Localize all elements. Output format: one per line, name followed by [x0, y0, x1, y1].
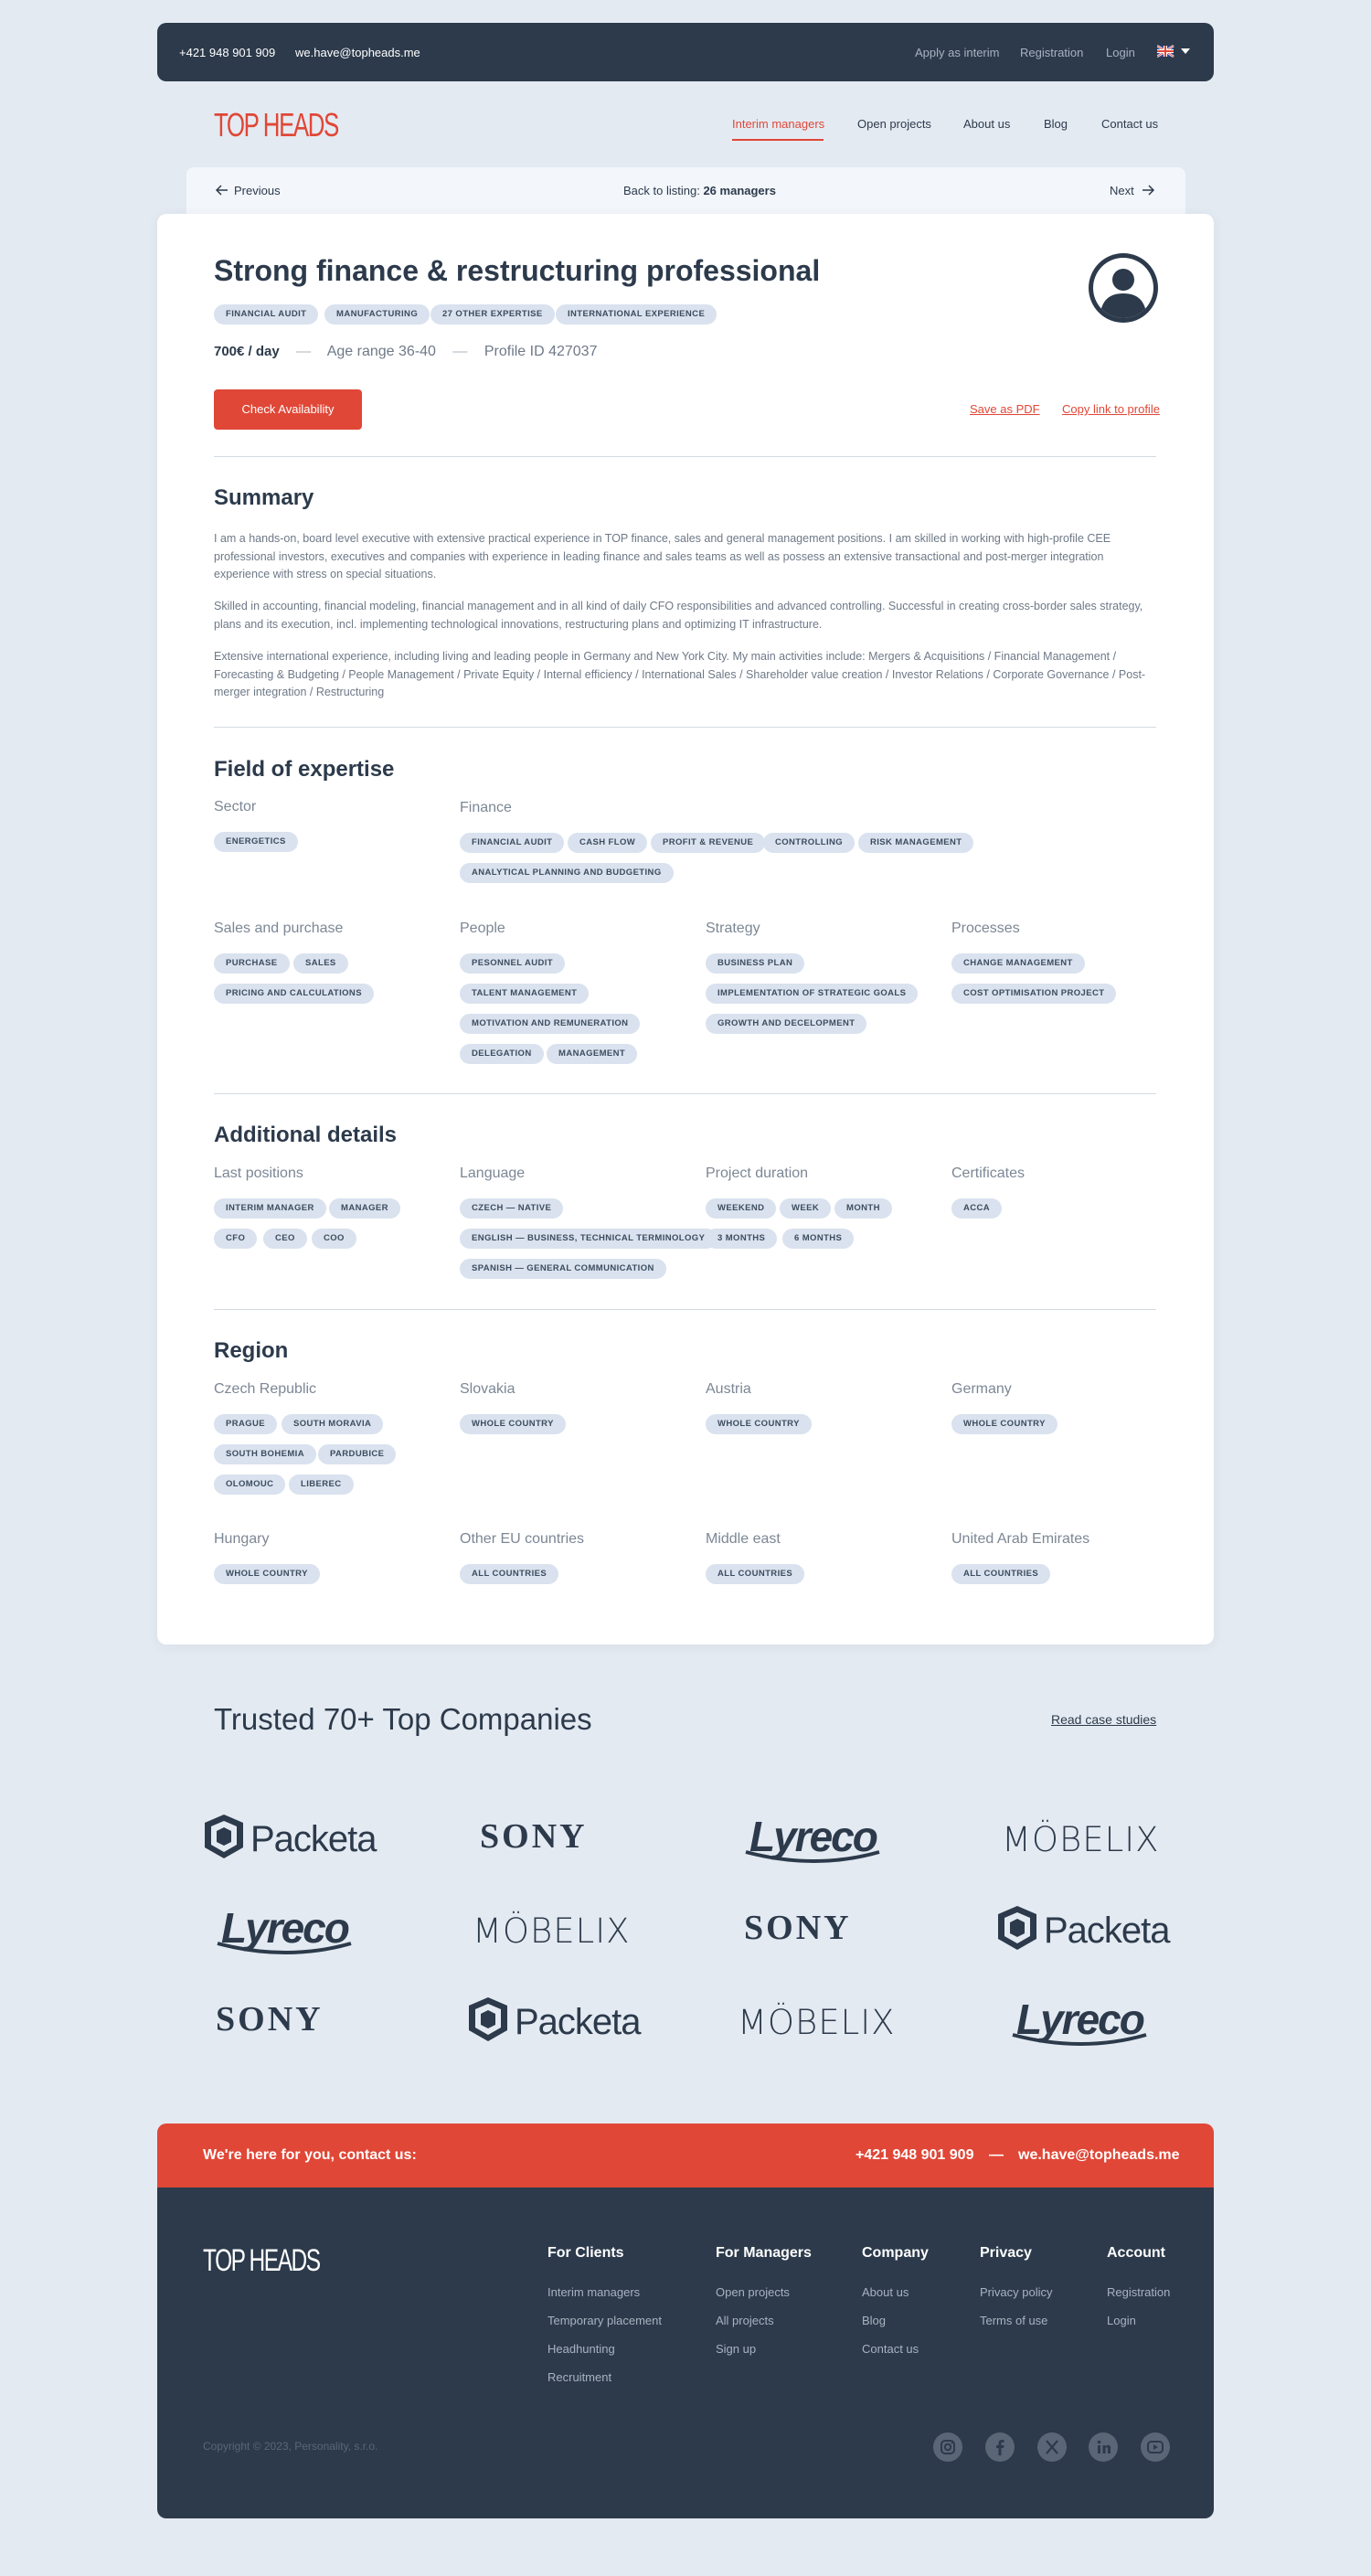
tag: BUSINESS PLAN [706, 953, 804, 974]
group-label: Hungary [214, 1531, 270, 1547]
nav-open-projects[interactable]: Open projects [857, 117, 931, 131]
tag: SOUTH MORAVIA [282, 1414, 383, 1434]
group-label: Language [460, 1166, 526, 1181]
profile-card [157, 214, 1214, 1645]
tag: ENERGETICS [214, 832, 298, 852]
divider [214, 1093, 1156, 1094]
day-rate: 700€ / day [214, 344, 280, 359]
sony-logo: SONY [480, 1817, 588, 1856]
group-label: Slovakia [460, 1381, 515, 1397]
nav-about-us[interactable]: About us [963, 117, 1011, 131]
group-label: Finance [460, 800, 512, 815]
group-label: Sector [214, 799, 257, 814]
separator: — [296, 344, 312, 359]
footer-link[interactable]: Registration [1107, 2285, 1171, 2299]
tag: ALL COUNTRIES [706, 1564, 804, 1584]
lyreco-logo: Lyreco [221, 1903, 348, 1953]
tag: CHANGE MANAGEMENT [951, 953, 1085, 974]
group-label: Germany [951, 1381, 1012, 1397]
copyright: Copyright © 2023, Personality, s.r.o. [203, 2440, 378, 2453]
packeta-box-icon [996, 1904, 1038, 1952]
tag: FINANCIAL AUDIT [460, 833, 564, 853]
tag: SOUTH BOHEMIA [214, 1444, 316, 1464]
footer-link[interactable]: Privacy policy [980, 2285, 1053, 2299]
tag: COST OPTIMISATION PROJECT [951, 984, 1116, 1004]
trusted-heading: Trusted 70+ Top Companies [214, 1702, 592, 1736]
tag: OLOMOUC [214, 1474, 285, 1495]
tag: MOTIVATION AND REMUNERATION [460, 1014, 640, 1034]
arrow-left-icon [216, 185, 228, 196]
region-heading: Region [214, 1338, 289, 1363]
tag: WEEKEND [706, 1198, 776, 1219]
footer-link[interactable]: Recruitment [547, 2370, 612, 2384]
footer-column-title: For Managers [716, 2245, 812, 2261]
tag: PURCHASE [214, 953, 290, 974]
tag: ALL COUNTRIES [951, 1564, 1050, 1584]
tag: WHOLE COUNTRY [951, 1414, 1057, 1434]
youtube-icon[interactable] [1141, 2432, 1170, 2462]
footer-column-title: For Clients [547, 2245, 624, 2261]
tag: CONTROLLING [763, 833, 855, 853]
facebook-icon[interactable] [985, 2432, 1015, 2462]
tag: CASH FLOW [568, 833, 647, 853]
tag: TALENT MANAGEMENT [460, 984, 589, 1004]
group-label: United Arab Emirates [951, 1531, 1090, 1547]
tag: 3 MONTHS [706, 1229, 777, 1249]
group-label: Certificates [951, 1166, 1026, 1181]
mobelix-logo: MÖBELIX [473, 1911, 631, 1951]
profile-meta [214, 344, 597, 360]
profile-id: Profile ID 427037 [484, 344, 598, 359]
divider [214, 456, 1156, 457]
tag: WEEK [780, 1198, 831, 1219]
footer-link[interactable]: Temporary placement [547, 2314, 662, 2327]
tag: ANALYTICAL PLANNING AND BUDGETING [460, 863, 674, 883]
logo[interactable]: TOP HEADS [214, 106, 338, 144]
footer-column-title: Privacy [980, 2245, 1032, 2261]
tag: MANAGER [329, 1198, 400, 1219]
back-to-listing[interactable]: Back to listing: 26 managers [623, 184, 776, 197]
packeta-box-icon [467, 1996, 509, 2043]
tag: LIBEREC [289, 1474, 354, 1495]
previous-button[interactable]: Previous [216, 184, 281, 197]
age-range: Age range 36-40 [326, 344, 436, 359]
footer-logo[interactable]: TOP HEADS [203, 2243, 320, 2278]
packeta-logo: Packeta [467, 1996, 641, 2043]
nav-blog[interactable]: Blog [1044, 117, 1068, 131]
top-email[interactable]: we.have@topheads.me [295, 46, 420, 59]
chevron-down-icon [1181, 48, 1190, 54]
profile-title: Strong finance & restructuring professional [214, 254, 821, 287]
group-label: Processes [951, 921, 1020, 936]
contact-text: We're here for you, contact us: [203, 2147, 417, 2163]
footer-link[interactable]: Blog [862, 2314, 887, 2327]
lyreco-swoosh [1009, 2033, 1155, 2051]
group-label: Austria [706, 1381, 751, 1397]
footer-link[interactable]: Terms of use [980, 2314, 1048, 2327]
nav-interim-managers[interactable]: Interim managers [732, 117, 825, 131]
tag: PRICING AND CALCULATIONS [214, 984, 374, 1004]
summary-paragraph: Extensive international experience, including living and leading people in Germany and New York City. My main activities include: Mergers & Acquisitions / Financial Management / Forecasting & Budgeting / People Management / Private Equity / Internal efficiency / International Sales / Shareholder value creation / Investor Relations / Corporate Governance / Post-merger integration / Restructuring [214, 650, 1146, 698]
mobelix-logo: MÖBELIX [738, 2003, 896, 2042]
nav-contact-us[interactable]: Contact us [1101, 117, 1159, 131]
separator: — [989, 2147, 1004, 2163]
nav-active-underline [732, 139, 824, 141]
group-label: Last positions [214, 1166, 303, 1181]
avatar [1089, 253, 1158, 323]
divider [214, 1309, 1156, 1310]
tag: COO [312, 1229, 356, 1249]
packeta-logo: Packeta [203, 1813, 377, 1860]
details-heading: Additional details [214, 1123, 398, 1147]
tag: WHOLE COUNTRY [460, 1414, 566, 1434]
tag: 27 OTHER EXPERTISE [430, 304, 555, 325]
tag: RISK MANAGEMENT [858, 833, 973, 853]
footer-link[interactable]: Headhunting [547, 2342, 615, 2356]
footer-link[interactable]: Interim managers [547, 2285, 641, 2299]
tag: WHOLE COUNTRY [214, 1564, 320, 1584]
linkedin-icon[interactable] [1089, 2432, 1118, 2462]
tag: INTERNATIONAL EXPERIENCE [556, 304, 717, 325]
tag: GROWTH AND DECELOPMENT [706, 1014, 866, 1034]
tag: PRAGUE [214, 1414, 277, 1434]
footer-contact-bar [157, 2124, 1214, 2187]
tag: MANUFACTURING [324, 304, 430, 325]
tag: PROFIT & REVENUE [651, 833, 765, 853]
tag: PESONNEL AUDIT [460, 953, 565, 974]
sony-logo: SONY [216, 2000, 324, 2038]
user-avatar-icon [1089, 253, 1158, 323]
mobelix-logo: MÖBELIX [1002, 1820, 1160, 1859]
footer-phone[interactable]: +421 948 901 909 [856, 2147, 974, 2163]
tag: CZECH — NATIVE [460, 1198, 563, 1219]
group-label: Project duration [706, 1166, 809, 1181]
tag: ACCA [951, 1198, 1002, 1219]
profile-pager [186, 167, 1185, 215]
footer-link[interactable]: About us [862, 2285, 909, 2299]
tag: MANAGEMENT [547, 1044, 637, 1064]
tag: SALES [293, 953, 348, 974]
read-case-studies-link[interactable]: Read case studies [1051, 1712, 1157, 1727]
tag: ALL COUNTRIES [460, 1564, 558, 1584]
registration-link[interactable]: Registration [1020, 46, 1084, 59]
x-icon[interactable] [1037, 2432, 1067, 2462]
copy-link[interactable]: Copy link to profile [1062, 402, 1160, 416]
arrow-right-icon [1142, 185, 1154, 196]
footer-column-title: Account [1107, 2245, 1165, 2261]
login-link[interactable]: Login [1106, 46, 1135, 59]
sony-logo: SONY [744, 1909, 852, 1947]
group-label: Middle east [706, 1531, 781, 1547]
group-label: Strategy [706, 921, 760, 936]
summary-paragraph: I am a hands-on, board level executive with extensive practical experience in TOP finance, sales and general management positions. I am skilled in working with high-profile CEE professional investors, executives and companies with experience in leading finance and sales teams as well as possess an extensive transactional and post-merger integration experience with stress on special situations. [214, 532, 1111, 580]
language-selector[interactable] [1157, 44, 1194, 61]
tag: WHOLE COUNTRY [706, 1414, 812, 1434]
tag: CFO [214, 1229, 257, 1249]
uk-flag-icon [1157, 44, 1194, 59]
tag: PARDUBICE [318, 1444, 396, 1464]
footer-column-title: Company [862, 2245, 929, 2261]
tag: FINANCIAL AUDIT [214, 304, 318, 325]
tag: DELEGATION [460, 1044, 544, 1064]
top-phone[interactable]: +421 948 901 909 [179, 46, 276, 59]
top-bar [157, 23, 1214, 81]
footer-link[interactable]: Contact us [862, 2342, 919, 2356]
save-pdf-link[interactable]: Save as PDF [970, 402, 1040, 416]
apply-interim-link[interactable]: Apply as interim [915, 46, 1000, 59]
summary-paragraph: Skilled in accounting, financial modeling, financial management and in all kind of daily CFO responsibilities and advanced controlling. Successful in creating cross-border sales strategy, plans and its execution, incl. implementing technological innovations, restructuring plans and optimizing IT infrastructure. [214, 600, 1143, 631]
footer-link[interactable]: All projects [716, 2314, 774, 2327]
lyreco-logo: Lyreco [749, 1812, 877, 1861]
tag: ENGLISH — BUSINESS, TECHNICAL TERMINOLOGY [460, 1229, 717, 1249]
tag: CEO [263, 1229, 307, 1249]
next-button[interactable]: Next [1110, 184, 1154, 197]
packeta-box-icon [203, 1813, 245, 1860]
lyreco-swoosh [742, 1850, 888, 1868]
lyreco-swoosh [214, 1942, 360, 1960]
lyreco-logo: Lyreco [1016, 1995, 1143, 2044]
tag: SPANISH — GENERAL COMMUNICATION [460, 1259, 666, 1279]
check-availability-button[interactable]: Check Availability [214, 389, 362, 430]
summary-heading: Summary [214, 485, 314, 510]
footer-email[interactable]: we.have@topheads.me [1018, 2147, 1180, 2163]
tag: IMPLEMENTATION OF STRATEGIC GOALS [706, 984, 918, 1004]
group-label: Sales and purchase [214, 921, 344, 936]
footer [157, 2187, 1214, 2518]
separator: — [452, 344, 468, 359]
tag: INTERIM MANAGER [214, 1198, 326, 1219]
packeta-logo: Packeta [996, 1904, 1170, 1952]
footer-link[interactable]: Login [1107, 2314, 1136, 2327]
group-label: Other EU countries [460, 1531, 585, 1547]
instagram-icon[interactable] [933, 2432, 962, 2462]
tag: MONTH [834, 1198, 892, 1219]
expertise-heading: Field of expertise [214, 757, 395, 782]
footer-link[interactable]: Open projects [716, 2285, 790, 2299]
divider [214, 727, 1156, 728]
tag: 6 MONTHS [782, 1229, 854, 1249]
group-label: Czech Republic [214, 1381, 317, 1397]
footer-link[interactable]: Sign up [716, 2342, 757, 2356]
group-label: People [460, 921, 505, 936]
